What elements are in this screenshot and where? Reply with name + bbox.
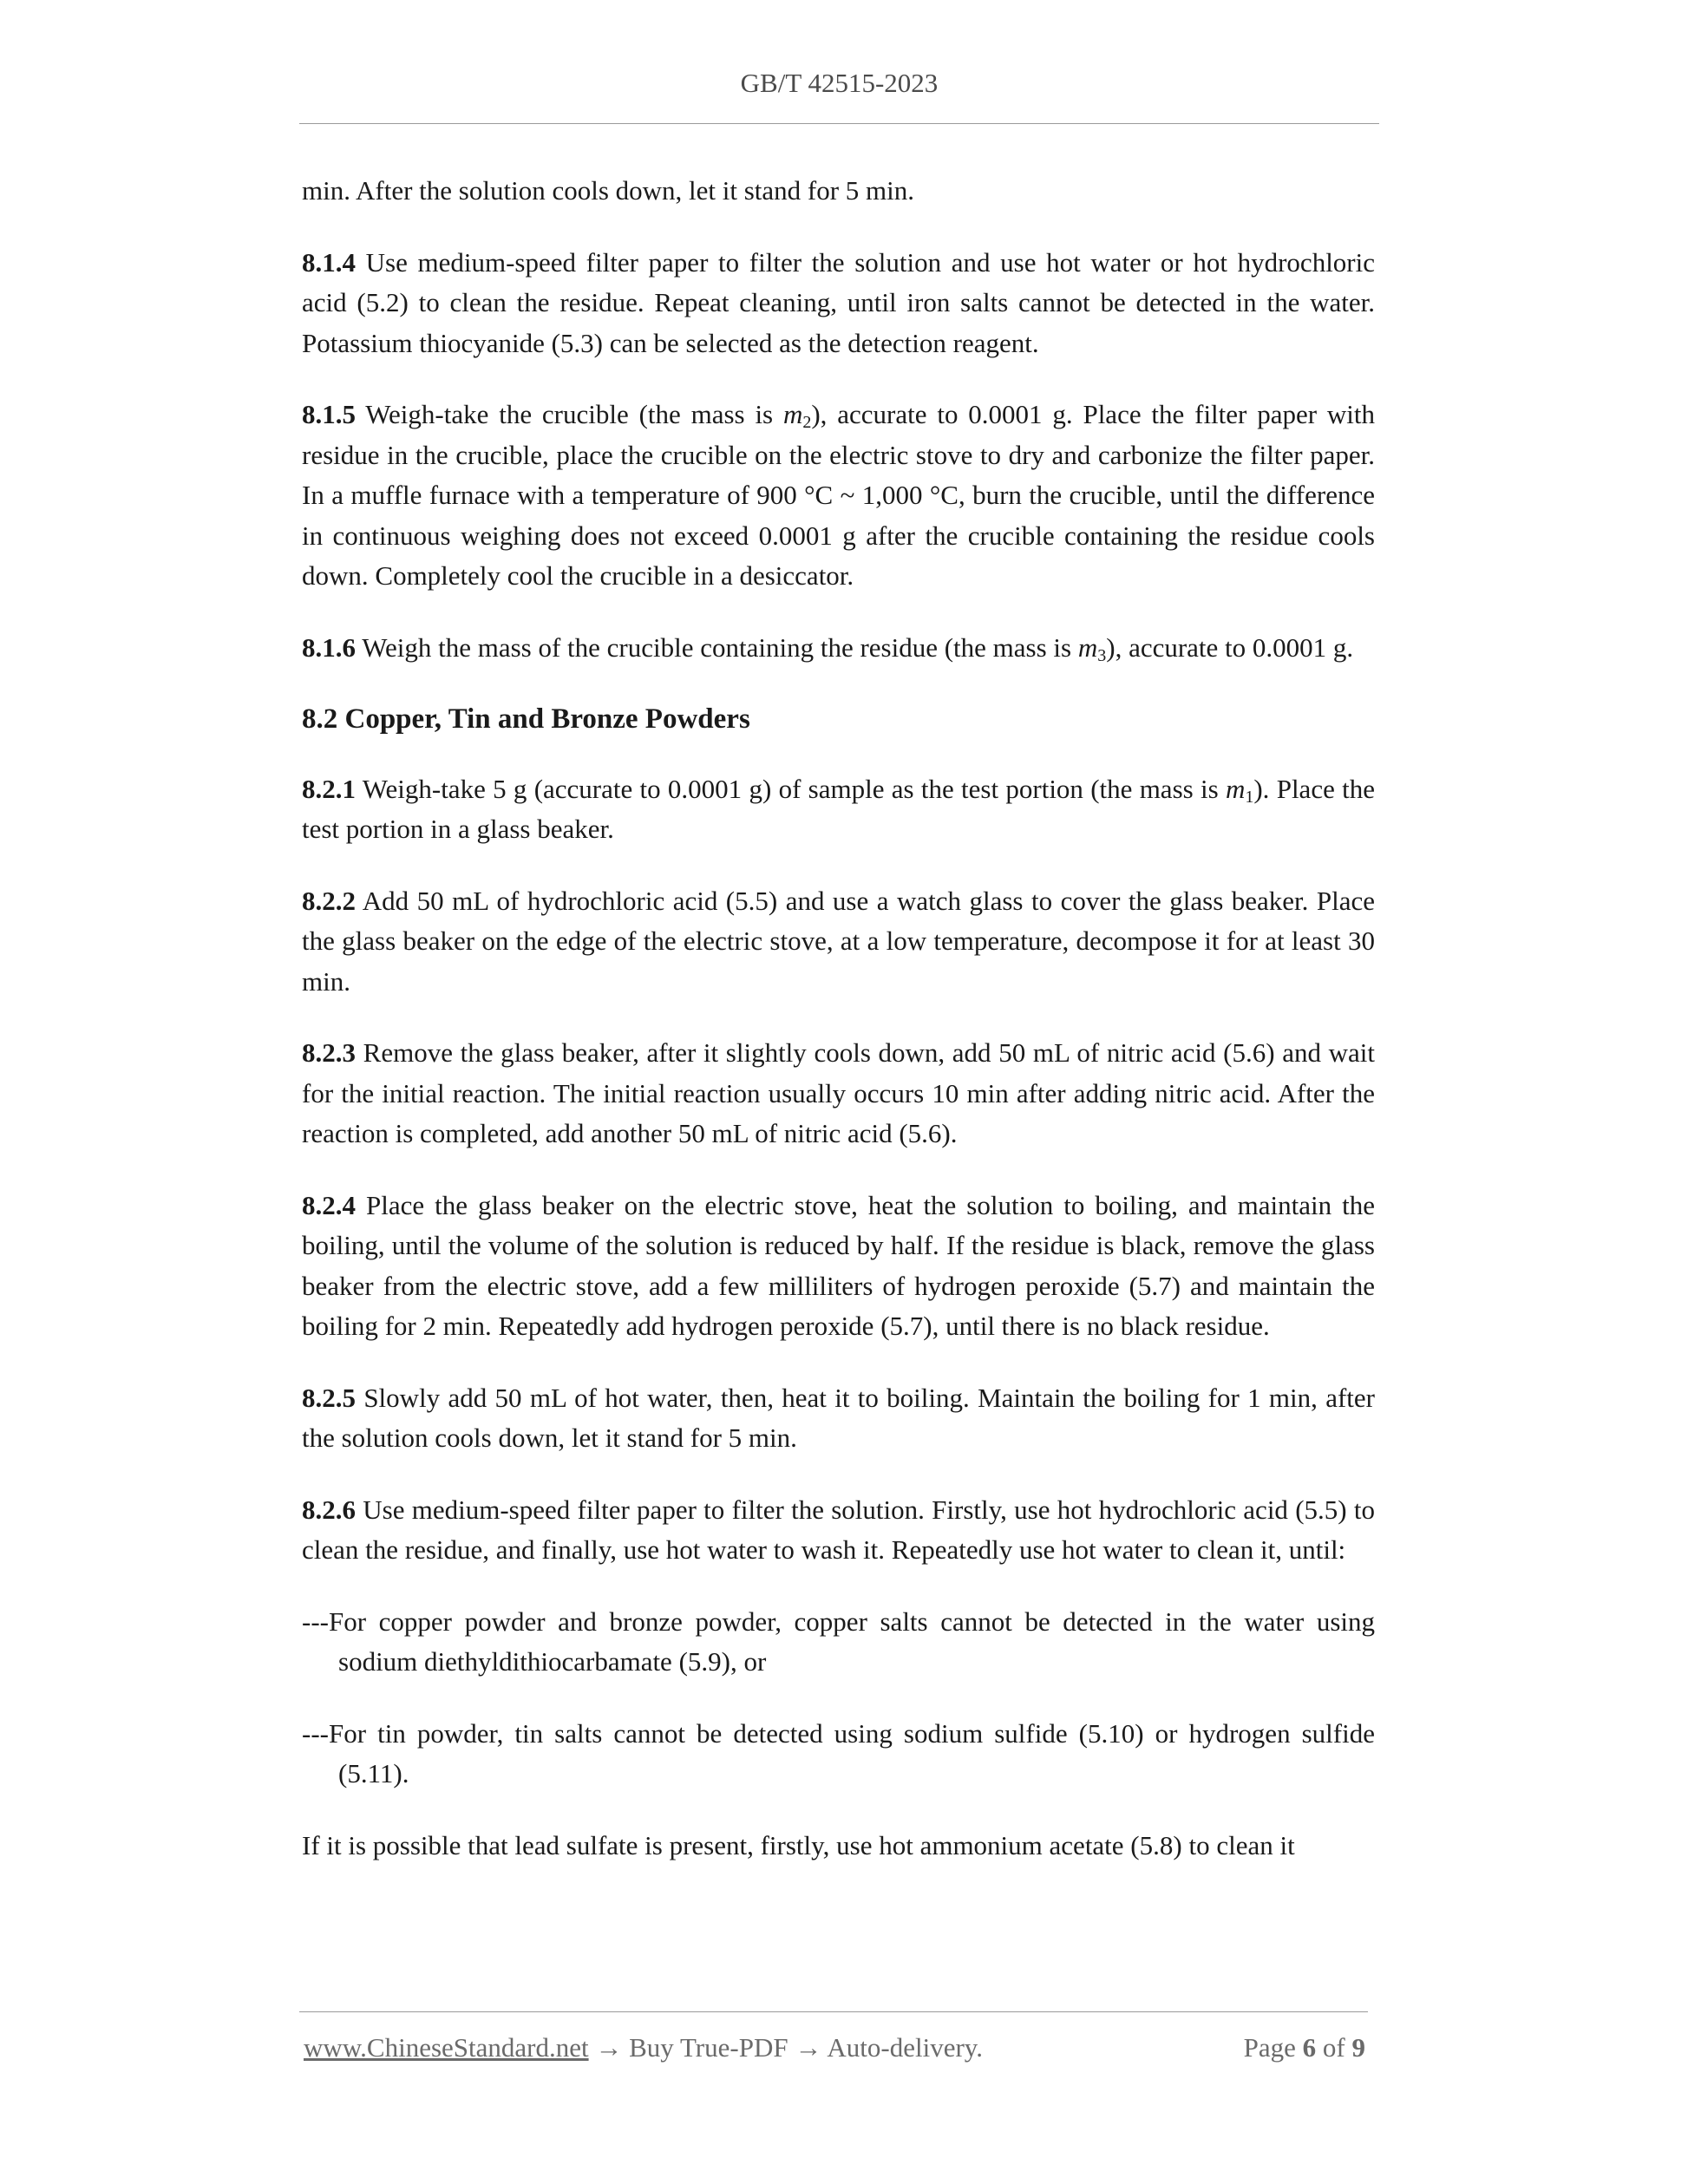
clause-text: Slowly add 50 mL of hot water, then, heat it to boiling. Maintain the boiling for 1 min, after the solution cools down, let it stand for 5 min. [302,1382,1375,1453]
variable-m: m [1225,773,1246,804]
document-body [302,171,1375,1897]
clause-8-2-3 [302,1033,1375,1154]
page-footer-promo [304,2032,983,2063]
list-item: ---For copper powder and bronze powder, copper salts cannot be detected in the water using sodium diethyldithiocarbamate (5.9), or [302,1605,1375,1677]
clause-text: ). Place the test portion in a glass beaker. [302,773,1375,844]
clause-number: 8.1.4 [302,246,356,278]
clause-8-2-4 [302,1186,1375,1347]
variable-subscript: 2 [802,413,812,432]
page-label: Page [1243,2032,1303,2063]
header-divider [299,123,1379,124]
arrow-icon: → [788,2032,828,2063]
clause-number: 8.1.5 [302,399,356,429]
clause-8-2-1 [302,769,1375,850]
page-number [1244,2032,1365,2063]
clause-text: Use medium-speed filter paper to filter the solution. Firstly, use hot hydrochloric acid (5.5) to clean the residue, and finally, use hot water to wash it. Repeatedly use hot water to clean it, until: [302,1494,1375,1565]
variable-subscript: 3 [1097,645,1107,665]
clause-8-1-6 [302,628,1375,669]
buy-text: Buy True-PDF [629,2032,788,2063]
clause-number: 8.1.6 [302,631,356,663]
page-header [299,68,1379,99]
total-pages: 9 [1351,2032,1365,2063]
paragraph-last: If it is possible that lead sulfate is present, firstly, use hot ammonium acetate (5.8) to clean it [302,1829,1295,1860]
clause-8-2-6 [302,1490,1375,1571]
section-heading-8-2: 8.2 Copper, Tin and Bronze Powders [302,703,750,735]
current-page: 6 [1302,2032,1317,2063]
arrow-icon: → [588,2032,630,2063]
clause-text: Add 50 mL of hydrochloric acid (5.5) and use a watch glass to cover the glass beaker. Place the glass beaker on the edge of the electric stove, at a low temperature, decompose it for at least 30 min. [302,885,1375,997]
list-item: ---For tin powder, tin salts cannot be detected using sodium sulfide (5.10) or hydrogen sulfide (5.11). [302,1717,1375,1788]
variable-subscript: 1 [1245,787,1254,807]
variable-m: m [1077,631,1098,663]
clause-8-2-5 [302,1378,1375,1459]
clause-8-1-4 [302,243,1375,364]
clause-number: 8.2.4 [302,1189,356,1220]
clause-text: Use medium-speed filter paper to filter the solution and use hot water or hot hydrochloric acid (5.2) to clean the residue. Repeat cleaning, until iron salts cannot be detected in the water. Potassium thiocyanide (5.3) can be selected as the detection reagent. [302,246,1375,358]
delivery-text: Auto-delivery. [827,2032,984,2063]
clause-text: Remove the glass beaker, after it slightly cools down, add 50 mL of nitric acid (5.6) and wait for the initial reaction. The initial reaction usually occurs 10 min after adding nitric acid. After the reaction is completed, add another 50 mL of nitric acid (5.6). [302,1037,1375,1148]
clause-number: 8.2.2 [302,885,356,916]
clause-text: ), accurate to 0.0001 g. [1106,631,1354,663]
clause-number: 8.2.5 [302,1382,356,1413]
clause-number: 8.2.1 [302,773,356,804]
clause-text: Weigh the mass of the crucible containing the residue (the mass is [356,631,1078,663]
of-label: of [1316,2032,1352,2063]
website-link[interactable]: www.ChineseStandard.net [304,2032,589,2063]
clause-number: 8.2.3 [302,1037,356,1068]
clause-text: ), accurate to 0.0001 g. Place the filter paper with residue in the crucible, place the crucible on the electric stove to dry and carbonize the filter paper. In a muffle furnace with a temperature of 900 °C ~ 1,000 °C, burn the crucible, until the difference in continuous weighing does not exceed 0.0001 g after the crucible containing the residue cools down. Completely cool the crucible in a desiccator. [302,399,1375,591]
clause-text: Weigh-take the crucible (the mass is [356,399,783,429]
clause-8-2-2 [302,881,1375,1003]
clause-number: 8.2.6 [302,1494,356,1525]
clause-8-1-5 [302,395,1375,597]
clause-text: Place the glass beaker on the electric stove, heat the solution to boiling, and maintain the boiling, until the volume of the solution is reduced by half. If the residue is black, remove the glass beaker from the electric stove, add a few milliliters of hydrogen peroxide (5.7) and maintain the boiling for 2 min. Repeatedly add hydrogen peroxide (5.7), until there is no black residue. [302,1189,1375,1341]
footer-divider [299,2011,1368,2012]
variable-m: m [782,399,803,429]
document-id: GB/T 42515-2023 [740,68,939,98]
clause-text: Weigh-take 5 g (accurate to 0.0001 g) of sample as the test portion (the mass is [356,773,1226,804]
paragraph-continuation: min. After the solution cools down, let it stand for 5 min. [302,175,915,206]
